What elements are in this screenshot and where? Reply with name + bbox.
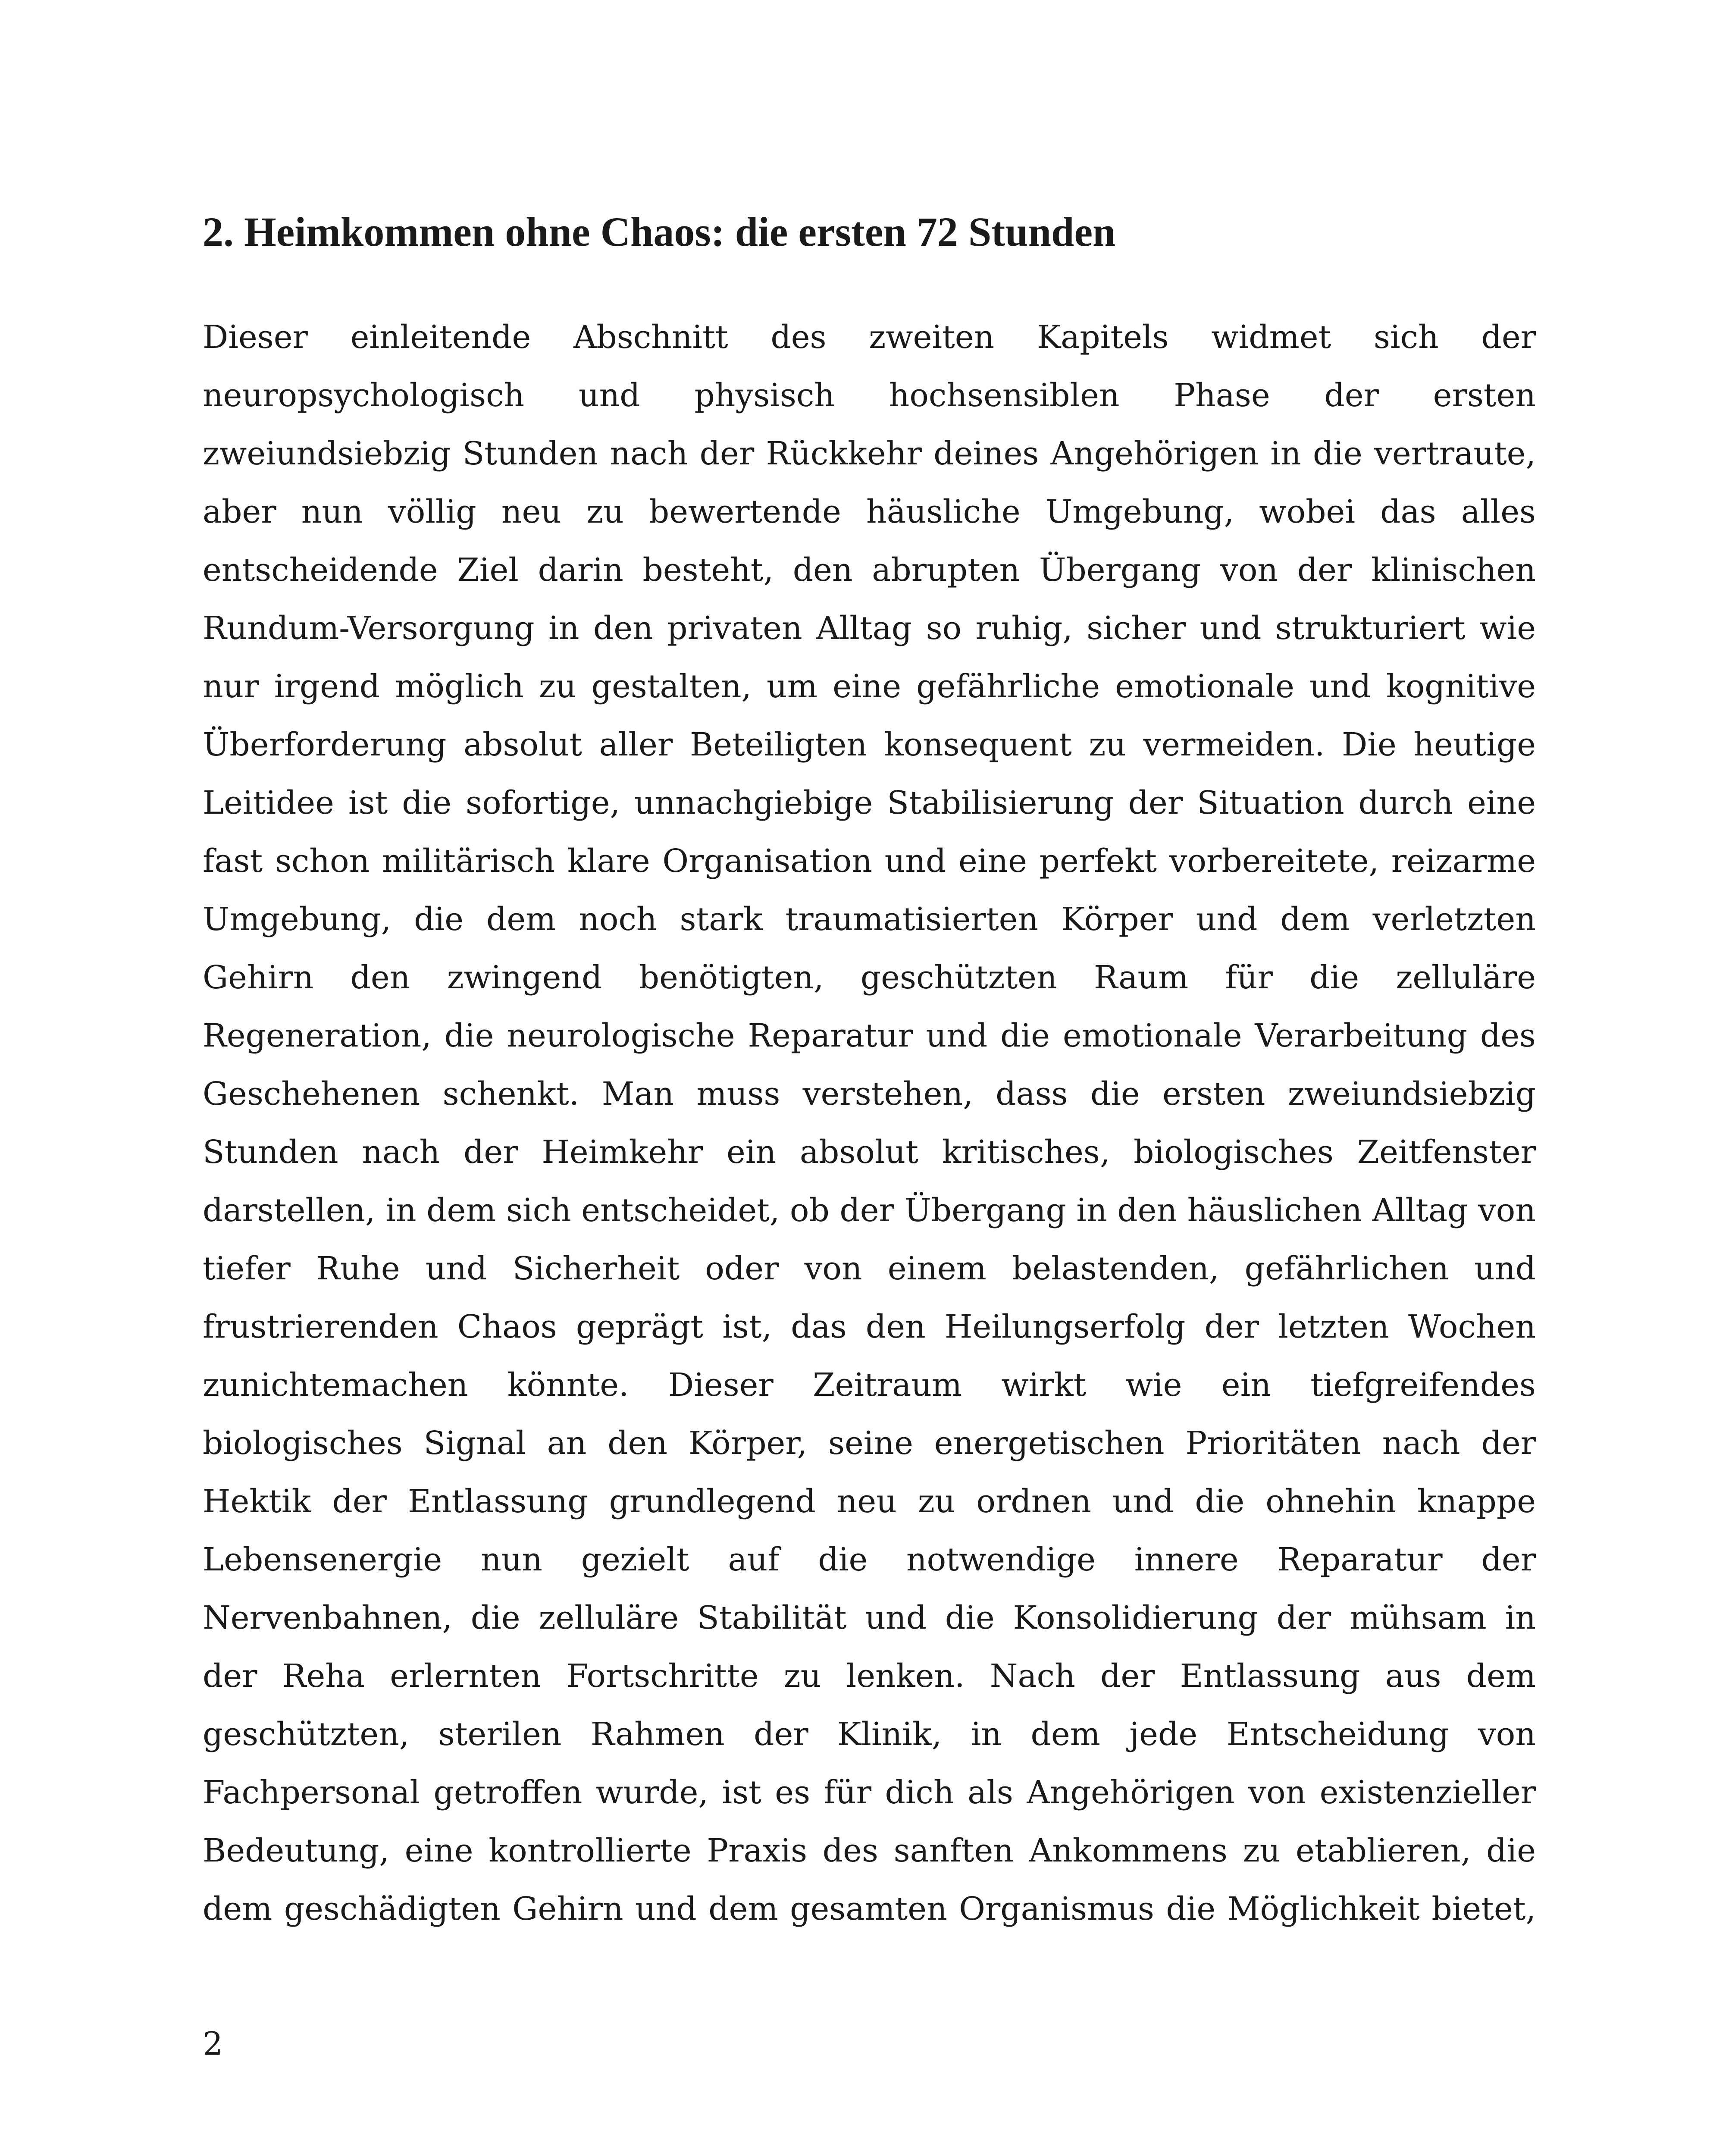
- text-line: Umgebung, die dem noch stark traumatisierten Körper und dem verletzten: [203, 901, 1536, 938]
- text-line: Leitidee ist die sofortige, unnachgiebige Stabilisierung der Situation durch eine: [203, 784, 1536, 821]
- text-line: zunichtemachen könnte. Dieser Zeitraum wirkt wie ein tiefgreifendes: [203, 1366, 1536, 1404]
- text-line: tiefer Ruhe und Sicherheit oder von einem belastenden, gefährlichen und: [203, 1250, 1536, 1287]
- text-line: entscheidende Ziel darin besteht, den abrupten Übergang von der klinischen: [203, 552, 1536, 589]
- text-line: biologisches Signal an den Körper, seine energetischen Prioritäten nach der: [203, 1425, 1536, 1462]
- text-line: Überforderung absolut aller Beteiligten konsequent zu vermeiden. Die heutige: [203, 726, 1536, 763]
- text-line: zweiundsiebzig Stunden nach der Rückkehr deines Angehörigen in die vertraute,: [203, 435, 1536, 472]
- text-line: dem geschädigten Gehirn und dem gesamten Organismus die Möglichkeit bietet,: [203, 1890, 1536, 1927]
- text-line: Gehirn den zwingend benötigten, geschützten Raum für die zelluläre: [203, 959, 1536, 996]
- body-paragraph: [203, 308, 1536, 1938]
- text-line: Dieser einleitende Abschnitt des zweiten Kapitels widmet sich der: [203, 319, 1536, 356]
- text-line: geschützten, sterilen Rahmen der Klinik, in dem jede Entscheidung von: [203, 1716, 1536, 1753]
- text-line: Nervenbahnen, die zelluläre Stabilität und die Konsolidierung der mühsam in: [203, 1599, 1536, 1636]
- text-line: darstellen, in dem sich entscheidet, ob der Übergang in den häuslichen Alltag von: [203, 1192, 1536, 1229]
- text-line: nur irgend möglich zu gestalten, um eine gefährliche emotionale und kognitive: [203, 668, 1536, 705]
- text-line: der Reha erlernten Fortschritte zu lenken. Nach der Entlassung aus dem: [203, 1658, 1536, 1695]
- text-line: Stunden nach der Heimkehr ein absolut kritisches, biologisches Zeitfenster: [203, 1134, 1536, 1171]
- text-line: Regeneration, die neurologische Reparatur und die emotionale Verarbeitung des: [203, 1017, 1536, 1054]
- page-number: 2: [203, 2025, 223, 2062]
- text-line: Bedeutung, eine kontrollierte Praxis des sanften Ankommens zu etablieren, die: [203, 1832, 1536, 1869]
- text-line: Hektik der Entlassung grundlegend neu zu ordnen und die ohnehin knappe: [203, 1483, 1536, 1520]
- text-line: Lebensenergie nun gezielt auf die notwendige innere Reparatur der: [203, 1541, 1536, 1578]
- text-line: Fachpersonal getroffen wurde, ist es für dich als Angehörigen von existenzieller: [203, 1774, 1536, 1811]
- text-line: Rundum-Versorgung in den privaten Alltag so ruhig, sicher und strukturiert wie: [203, 610, 1536, 647]
- text-line: Geschehenen schenkt. Man muss verstehen, dass die ersten zweiundsiebzig: [203, 1075, 1536, 1112]
- text-line: aber nun völlig neu zu bewertende häusliche Umgebung, wobei das alles: [203, 493, 1536, 530]
- section-heading: 2. Heimkommen ohne Chaos: die ersten 72 Stunden: [203, 209, 1116, 255]
- text-line: fast schon militärisch klare Organisation und eine perfekt vorbereitete, reizarme: [203, 843, 1536, 880]
- text-line: frustrierenden Chaos geprägt ist, das den Heilungserfolg der letzten Wochen: [203, 1308, 1536, 1345]
- text-line: neuropsychologisch und physisch hochsensiblen Phase der ersten: [203, 377, 1536, 414]
